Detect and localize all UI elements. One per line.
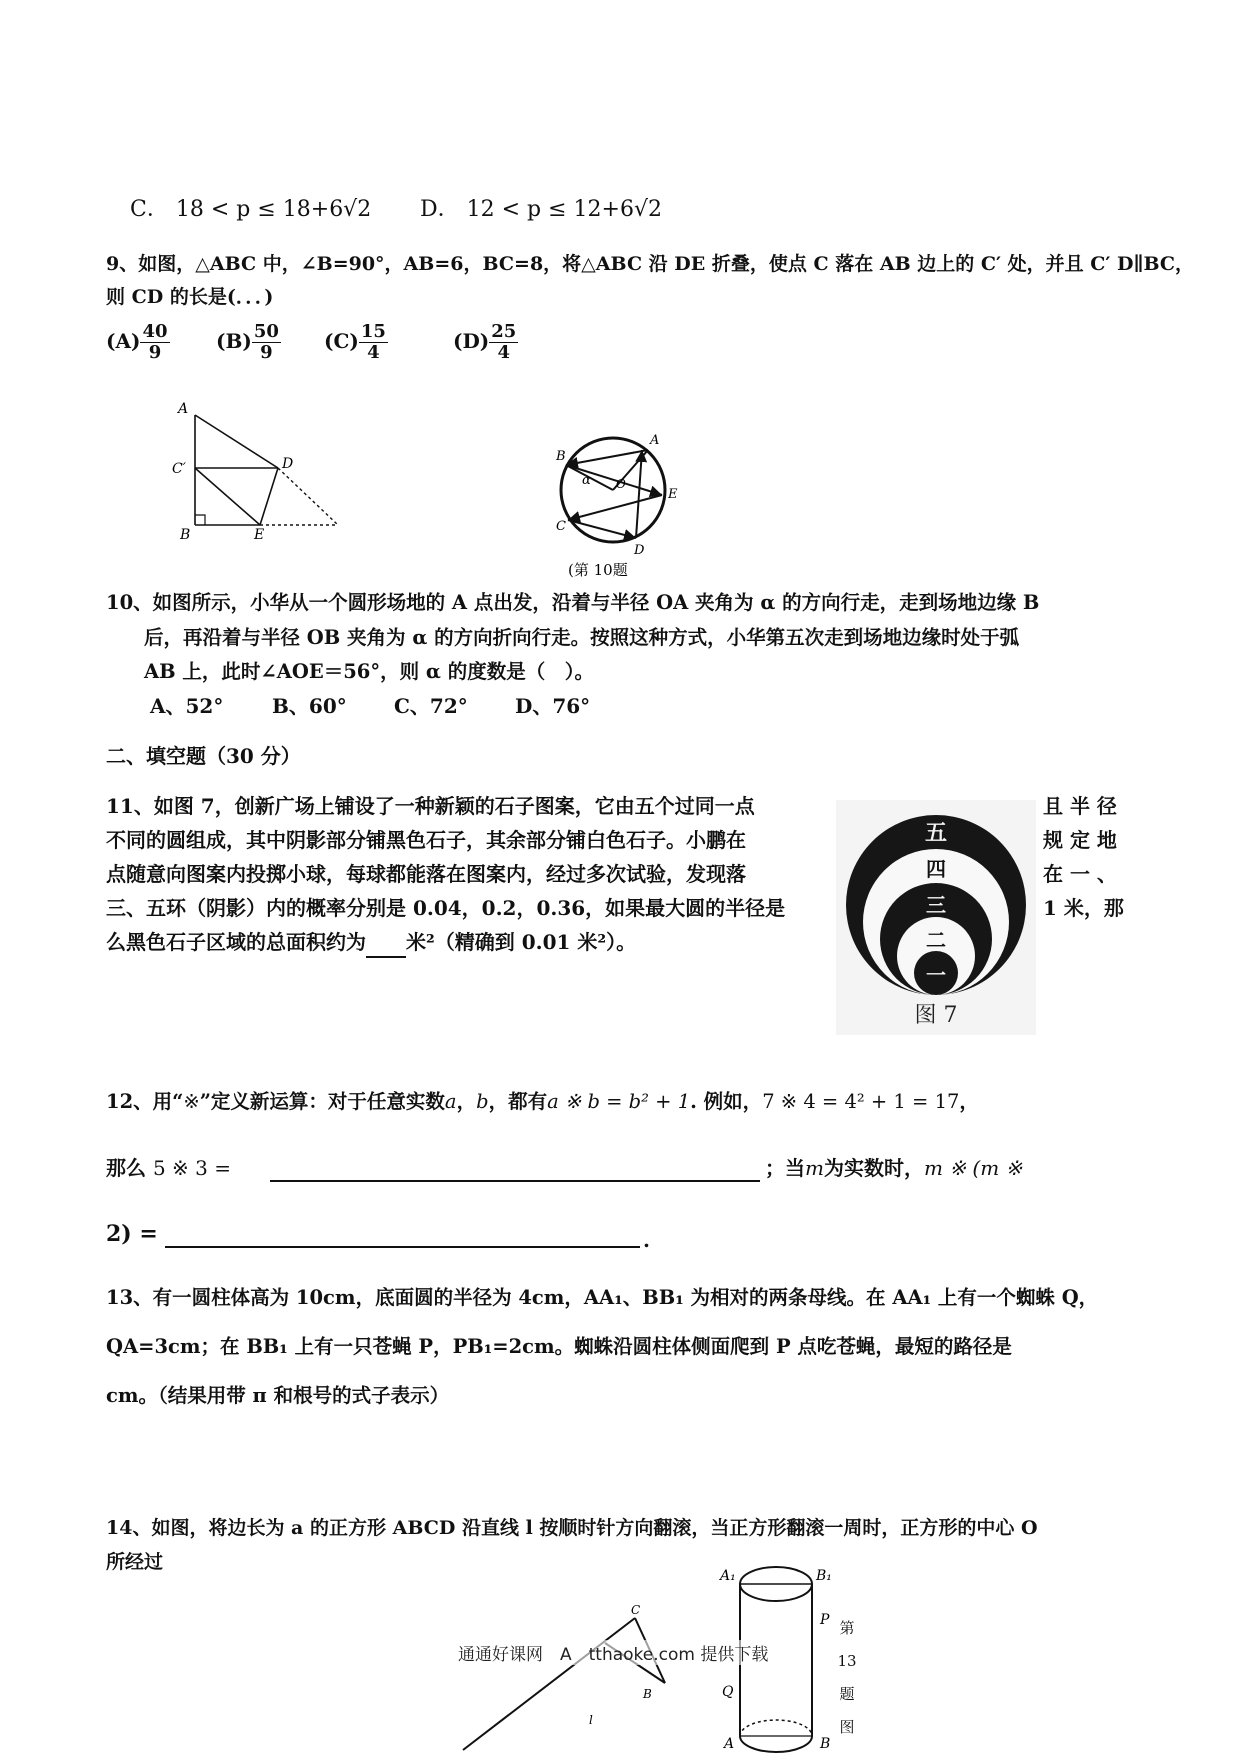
q9-label-b: B: [180, 527, 191, 540]
q12-text-a: 12、用“: [106, 1090, 184, 1113]
section-2-title: 二、填空题（30 分）: [106, 744, 301, 768]
q10-option-a: A、52°: [150, 694, 224, 718]
q12-period: .: [643, 1228, 650, 1252]
q10-option-d: D、76°: [515, 694, 591, 718]
q12-operator: ※: [183, 1090, 200, 1113]
q12-line1: [106, 1086, 979, 1118]
q12-line2-c: 为实数时，: [823, 1156, 924, 1180]
q12-definition: a ※ b = b² + 1: [547, 1090, 691, 1113]
q13-line1: 13、有一圆柱体高为 10cm，底面圆的半径为 4cm，AA₁、BB₁ 为相对的两条母线。在 AA₁ 上有一个蜘蛛 Q，: [106, 1286, 1099, 1309]
q9-option-a-num: 40: [142, 321, 168, 342]
q11-ring-label-2: 二: [926, 928, 946, 952]
q14-label-b: B: [643, 1687, 652, 1701]
q11-rings-figure: [836, 800, 1036, 1035]
q11-line2: 不同的圆组成，其中阴影部分铺黑色石子，其余部分铺白色石子。小鹏在: [106, 828, 746, 852]
q8-option-d-label: D．: [420, 197, 460, 222]
q9-triangle-figure: [150, 395, 350, 540]
q12-line2-right: [765, 1152, 1022, 1184]
q10-option-c: C、72°: [394, 694, 468, 718]
q14-label-c: C: [631, 1603, 641, 1617]
q9-option-b: [216, 322, 281, 363]
q8-option-c-expr: 18 < p ≤ 18+6√2: [175, 197, 372, 222]
q9-label-a: A: [178, 401, 189, 417]
cyl-label-a: A: [724, 1736, 735, 1752]
q12-text-c: ，都有: [488, 1090, 548, 1113]
q12-expr2b: 2) =: [106, 1221, 158, 1247]
q14-line1: 14、如图，将边长为 a 的正方形 ABCD 沿直线 l 按顺时针方向翻滚，当正方形翻滚一周时，正方形的中心 O: [106, 1517, 1038, 1539]
q11-ring-label-5: 五: [924, 820, 948, 846]
q11-ring-label-4: 四: [926, 857, 946, 881]
q10-label-d: D: [634, 543, 645, 558]
q11-line2-right: 规 定 地: [1043, 828, 1117, 852]
q12-var-m: m: [805, 1156, 824, 1180]
q9-line2: 则 CD 的长是(．．．): [106, 286, 274, 308]
q11-line1: 11、如图 7，创新广场上铺设了一种新颖的石子图案，它由五个过同一点: [106, 794, 755, 818]
q12-answer-blank-2[interactable]: [165, 1246, 640, 1248]
q14-rolling-square-figure: [455, 1598, 675, 1754]
q9-option-b-den: 9: [260, 342, 273, 363]
q11-line4: 三、五环（阴影）内的概率分别是 0.04，0.2，0.36，如果最大圆的半径是: [106, 896, 786, 920]
q10-caption: (第 10题: [568, 561, 628, 579]
q13-caption-2: 13: [837, 1652, 857, 1670]
q10-label-o: O: [616, 477, 626, 491]
q10-label-e: E: [668, 487, 678, 502]
q13-caption-1: 第: [839, 1619, 855, 1637]
q10-circle-figure: [538, 410, 688, 580]
q9-option-d-den: 4: [497, 342, 511, 363]
q13-caption-3: 题: [839, 1685, 855, 1703]
q13-fig-caption: [836, 1612, 858, 1744]
q11-caption: 图 7: [914, 1003, 958, 1028]
q10-label-a: A: [650, 433, 660, 448]
q12-text-d: . 例如，: [690, 1090, 763, 1113]
q9-option-a: [106, 322, 170, 363]
q11-line5: [106, 926, 636, 958]
q12-line2-b: ；当: [765, 1156, 805, 1180]
q9-option-c: [324, 322, 388, 363]
q9-option-a-label: (A): [106, 329, 141, 353]
cyl-label-a1: A₁: [720, 1568, 736, 1584]
q9-label-c1: C′: [172, 461, 186, 477]
q9-option-b-label: (B): [216, 329, 252, 353]
q12-line2: [106, 1152, 231, 1184]
q12-sep: ，: [456, 1090, 477, 1113]
q9-label-e: E: [254, 527, 265, 540]
q8-option-d: [420, 196, 662, 225]
q9-option-a-den: 9: [148, 342, 162, 363]
q13-caption-4: 图: [839, 1718, 855, 1736]
q10-label-alpha: α: [582, 473, 591, 488]
q11-line4-right: 1 米，那: [1043, 896, 1124, 920]
q14-line2: 所经过: [106, 1551, 164, 1573]
q11-line5-b: 米²（精确到 0.01 米²）。: [406, 930, 637, 954]
q11-ring-label-3: 三: [926, 893, 946, 917]
q9-option-d-num: 25: [491, 321, 517, 342]
q9-option-d: [453, 322, 518, 363]
q9-option-b-num: 50: [253, 321, 279, 342]
q11-line5-a: 么黑色石子区域的总面积约为: [106, 930, 366, 954]
q11-answer-blank[interactable]: [366, 956, 406, 958]
q9-option-d-label: (D): [453, 329, 490, 353]
q13-line3: cm。（结果用带 π 和根号的式子表示）: [106, 1384, 450, 1407]
q10-line1: 10、如图所示，小华从一个圆形场地的 A 点出发，沿着与半径 OA 夹角为 α 的方向行走，走到场地边缘 B: [106, 591, 1040, 614]
q10-option-b: B、60°: [272, 694, 347, 718]
q9-label-d: D: [282, 456, 294, 472]
cyl-label-b1: B₁: [816, 1568, 832, 1584]
q9-line1: 9、如图，△ABC 中，∠B=90°，AB=6，BC=8，将△ABC 沿 DE 折叠，使点 C 落在 AB 边上的 C′ 处，并且 C′ D∥BC，: [106, 253, 1195, 275]
q12-var-a: a: [444, 1090, 457, 1113]
q11-line3-right: 在 一 、: [1043, 862, 1117, 886]
cyl-label-b: B: [820, 1736, 831, 1752]
q12-answer-blank-1[interactable]: [270, 1180, 760, 1182]
q12-var-b: b: [476, 1090, 489, 1113]
q12-text-e: ，: [959, 1090, 979, 1113]
q12-line2-a: 那么: [106, 1156, 146, 1180]
cyl-label-p: P: [820, 1612, 830, 1628]
q13-line2: QA=3cm；在 BB₁ 上有一只苍蝇 P，PB₁=2cm。蜘蛛沿圆柱体侧面爬到 P 点吃苍蝇，最短的路径是: [106, 1335, 1012, 1358]
q12-expr2a: m ※ (m ※: [923, 1156, 1023, 1180]
q10-line3: AB 上，此时∠AOE＝56°，则 α 的度数是（ ）。: [144, 660, 594, 683]
q8-option-c: [130, 196, 371, 225]
q12-expr1: 5 ※ 3 =: [152, 1156, 232, 1180]
q10-line2: 后，再沿着与半径 OB 夹角为 α 的方向折向行走。按照这种方式，小华第五次走到场地边缘时处于弧: [144, 626, 1020, 649]
q11-line1-right: 且 半 径: [1043, 794, 1117, 818]
q12-text-b: ”定义新运算：对于任意实数: [199, 1090, 445, 1113]
q10-label-c: C: [556, 519, 566, 534]
q11-line3: 点随意向图案内投掷小球，每球都能落在图案内，经过多次试验，发现落: [106, 862, 746, 886]
q9-option-c-label: (C): [324, 329, 359, 353]
footer-watermark: 通通好课网 A tthaoke.com 提供下载: [458, 1640, 768, 1665]
q9-option-c-den: 4: [367, 342, 380, 363]
q8-option-c-label: C．: [130, 197, 169, 222]
q12-example: 7 ※ 4 = 4² + 1 = 17: [762, 1090, 960, 1113]
q11-ring-label-1: 一: [926, 963, 946, 987]
q9-option-c-num: 15: [360, 321, 386, 342]
q8-option-d-expr: 12 < p ≤ 12+6√2: [466, 197, 662, 222]
q10-label-b: B: [556, 449, 566, 464]
cyl-label-q: Q: [722, 1684, 734, 1700]
q14-label-l: l: [589, 1713, 593, 1727]
